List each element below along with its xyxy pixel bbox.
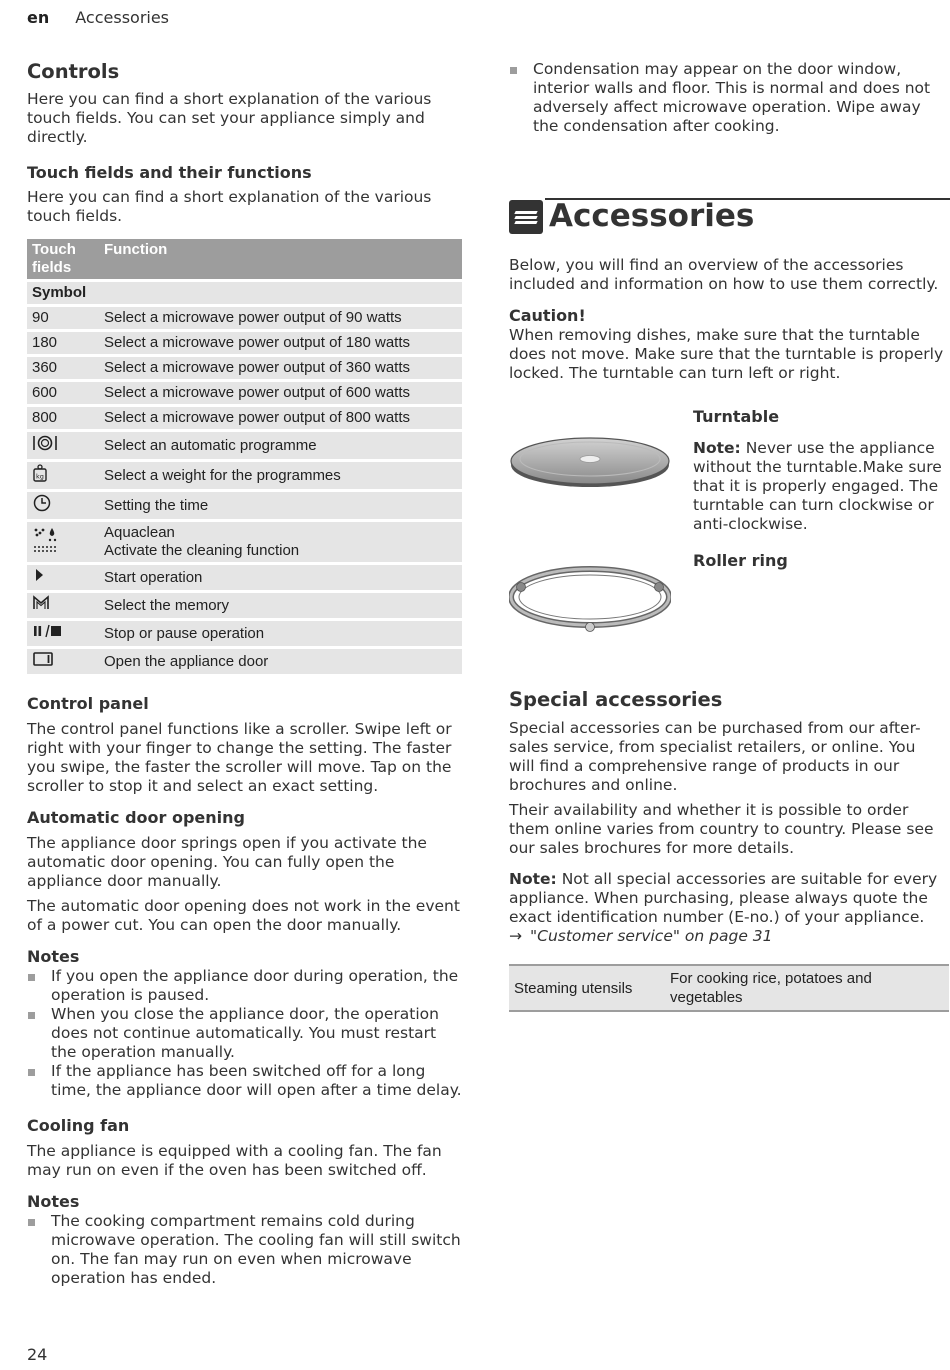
table-row: [27, 332, 462, 354]
accessory-name: Steaming utensils: [509, 965, 665, 1011]
symbol-cell: [27, 432, 99, 459]
list-item: Condensation may appear on the door window, interior walls and floor. This is normal and does not adversely affect microwave operation. Wipe away the condensation after cooking.: [509, 60, 945, 136]
function-cell: Start operation: [99, 565, 462, 590]
special-text-2: Their availability and whether it is possible to order them online varies from country to country. Please see our sales brochures for more details.: [509, 801, 934, 857]
turntable-image: [509, 423, 671, 491]
table-row: [27, 649, 462, 674]
chapter-heading: [509, 198, 945, 236]
roller-ring-heading: Roller ring: [693, 551, 788, 570]
function-cell: Select a microwave power output of 180 watts: [99, 332, 462, 354]
controls-intro: Here you can find a short explanation of the various touch fields. You can set your appliance simply and directly.: [27, 90, 432, 146]
symbol-cell: [27, 621, 99, 646]
accessories-chapter-icon: [509, 200, 543, 234]
list-item: When you close the appliance door, the operation does not continue automatically. You must restart the operation manually.: [27, 1005, 462, 1062]
controls-heading: Controls: [27, 60, 120, 83]
special-accessories-heading: Special accessories: [509, 688, 723, 711]
automatic-programme-icon: [32, 434, 58, 452]
section-title: Accessories: [75, 8, 170, 27]
table-row: [27, 492, 462, 519]
touch-fields-table: [27, 236, 462, 677]
table-row: [27, 593, 462, 618]
symbol-cell: 180: [27, 332, 99, 354]
symbol-cell: [27, 565, 99, 590]
page-header: [27, 8, 169, 27]
cooling-fan-notes-heading: Notes: [27, 1192, 80, 1211]
touch-fields-intro: Here you can find a short explanation of the various touch fields.: [27, 188, 432, 225]
list-item: If the appliance has been switched off for a long time, the appliance door will open after a time delay.: [27, 1062, 462, 1100]
control-panel-text: The control panel functions like a scroller. Swipe left or right with your finger to change the setting. The faster you swipe, the faster the scroller will move. Tap on the scroller to stop it and select an exact setting.: [27, 720, 452, 795]
cooling-fan-heading: Cooling fan: [27, 1116, 130, 1135]
table-row: [27, 357, 462, 379]
table-row: [27, 382, 462, 404]
function-cell: Select a weight for the programmes: [99, 462, 462, 489]
group-label-symbol: Symbol: [27, 282, 462, 304]
cooling-fan-notes: [27, 1212, 462, 1288]
function-cell: Setting the time: [99, 492, 462, 519]
table-row: [27, 432, 462, 459]
caution-text: When removing dishes, make sure that the turntable does not move. Make sure that the turntable is properly locked. The turntable can turn left or right.: [509, 326, 944, 382]
condensation-note: [509, 60, 945, 136]
symbol-cell: [27, 462, 99, 489]
arrow-right-icon: →: [509, 927, 522, 945]
col-touch-fields: Touch fields: [27, 239, 99, 279]
function-cell: Select an automatic programme: [99, 432, 462, 459]
cooling-fan-text: The appliance is equipped with a cooling fan. The fan may run on even if the oven has been switched off.: [27, 1142, 442, 1179]
left-column: [27, 60, 462, 1288]
col-function: Function: [99, 239, 462, 279]
auto-door-text-2: The automatic door opening does not work in the event of a power cut. You can open the door manually.: [27, 897, 460, 934]
auto-door-text-1: The appliance door springs open if you activate the automatic door opening. You can fully open the appliance door manually.: [27, 834, 427, 890]
control-panel-heading: Control panel: [27, 694, 149, 713]
table-row: [27, 522, 462, 562]
function-cell: Select a microwave power output of 360 watts: [99, 357, 462, 379]
list-item: If you open the appliance door during operation, the operation is paused.: [27, 967, 462, 1005]
symbol-cell: 360: [27, 357, 99, 379]
turntable-block: [509, 407, 945, 643]
note-text: Not all special accessories are suitable for every appliance. When purchasing, please always quote the exact identification number (E-no.) of your appliance.: [509, 870, 938, 926]
auto-door-notes: [27, 967, 462, 1100]
function-cell: Select a microwave power output of 600 watts: [99, 382, 462, 404]
table-row: [509, 965, 949, 1011]
auto-door-heading: Automatic door opening: [27, 808, 245, 827]
turntable-description: [693, 407, 945, 571]
table-header-row: [27, 239, 462, 279]
caution-heading: Caution!: [509, 306, 586, 325]
svg-text:kg: kg: [36, 472, 44, 481]
table-row: [27, 307, 462, 329]
function-cell: Open the appliance door: [99, 649, 462, 674]
function-cell: [99, 522, 462, 562]
function-cell: Select the memory: [99, 593, 462, 618]
touch-fields-heading: Touch fields and their functions: [27, 163, 312, 182]
note-label: Note:: [509, 870, 557, 888]
accessory-use: For cooking rice, potatoes and vegetables: [665, 965, 949, 1011]
table-row: [27, 621, 462, 646]
accessories-intro: Below, you will find an overview of the accessories included and information on how to use them correctly.: [509, 256, 939, 293]
note-text: Never use the appliance without the turntable.Make sure that it is properly engaged. The turntable can turn clockwise or anti-clockwise.: [693, 439, 942, 533]
roller-ring-image: [509, 557, 671, 637]
symbol-cell: 600: [27, 382, 99, 404]
symbol-cell: [27, 522, 99, 562]
function-line: Activate the cleaning function: [104, 542, 300, 559]
special-text-1: Special accessories can be purchased from our after-sales service, from specialist retailers, or online. You will find a comprehensive range of products in our brochures and online.: [509, 719, 921, 794]
language-tag: en: [27, 8, 50, 27]
auto-door-notes-heading: Notes: [27, 947, 80, 966]
symbol-cell: [27, 593, 99, 618]
list-item: The cooking compartment remains cold during microwave operation. The cooling fan will still switch on. The fan may run on even when microwave operation has ended.: [27, 1212, 462, 1288]
table-row: [27, 565, 462, 590]
function-cell: Select a microwave power output of 90 watts: [99, 307, 462, 329]
start-icon: [32, 567, 46, 583]
stop-pause-icon: [32, 623, 62, 639]
symbol-cell: 90: [27, 307, 99, 329]
table-row: [27, 462, 462, 489]
door-open-icon: [32, 651, 54, 667]
function-cell: Select a microwave power output of 800 watts: [99, 407, 462, 429]
right-column: [509, 60, 945, 1012]
weight-icon: [32, 464, 48, 482]
turntable-heading: Turntable: [693, 407, 780, 426]
function-cell: Stop or pause operation: [99, 621, 462, 646]
chapter-title: Accessories: [549, 198, 755, 234]
link-text[interactable]: "Customer service" on page 31: [530, 927, 773, 945]
special-note: [509, 870, 945, 927]
aquaclean-icon: [32, 527, 58, 553]
table-row: [27, 407, 462, 429]
symbol-cell: [27, 649, 99, 674]
clock-icon: [32, 494, 52, 512]
customer-service-link[interactable]: [509, 927, 945, 946]
symbol-cell: 800: [27, 407, 99, 429]
turntable-note: [693, 439, 945, 534]
special-accessories-table: [509, 964, 949, 1012]
table-group-row: [27, 282, 462, 304]
page-number: 24: [27, 1345, 48, 1364]
symbol-cell: [27, 492, 99, 519]
note-label: Note:: [693, 439, 741, 457]
function-line: Aquaclean: [104, 524, 175, 541]
memory-icon: [32, 595, 50, 611]
